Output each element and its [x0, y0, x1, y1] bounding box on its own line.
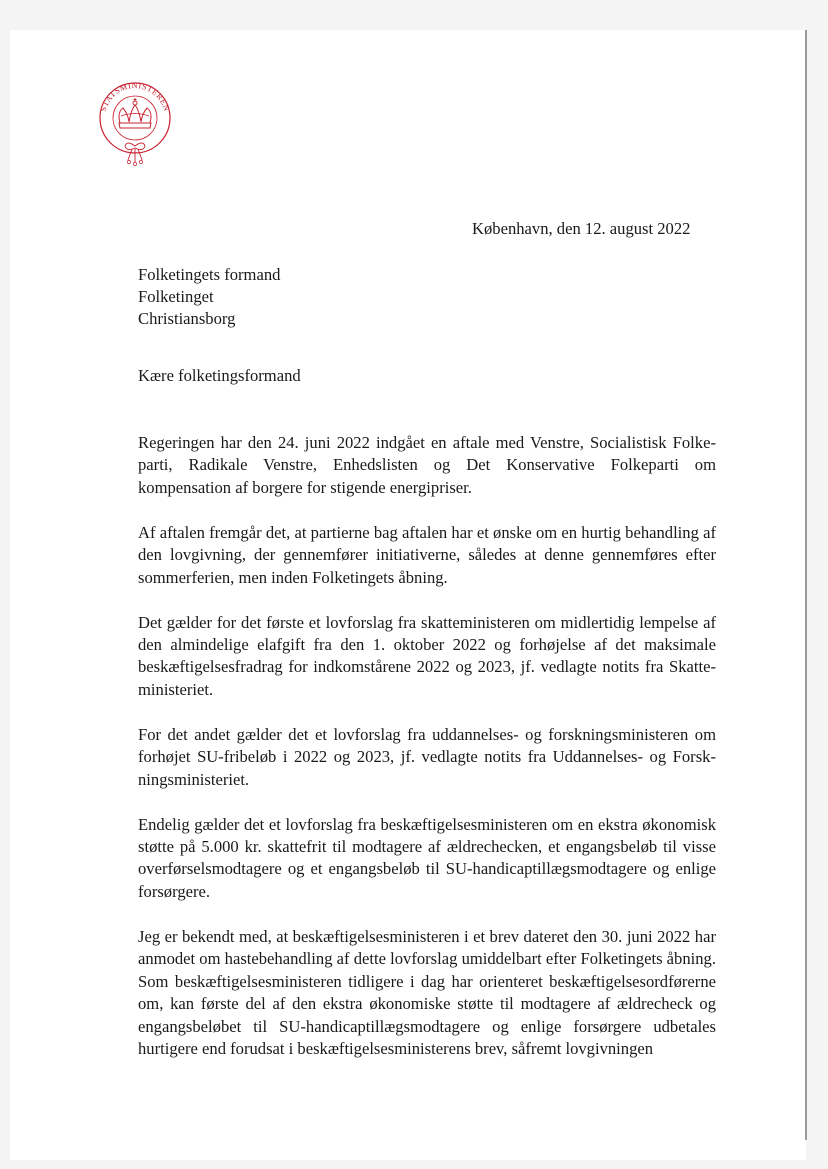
seal-text: STATSMINISTEREN — [98, 80, 172, 113]
letter-body — [138, 432, 716, 1060]
paragraph-1: Regeringen har den 24. juni 2022 indgået en aftale med Venstre, Socialistisk Folkeparti, Radikale Venstre, Enhedslisten og Det Konservative Folkeparti om kompensation af borgere for stigende energipriser. — [138, 433, 716, 497]
crown-seal-icon — [95, 72, 175, 168]
recipient-line-3: Christiansborg — [138, 309, 236, 328]
salutation: Kære folketingsformand — [138, 366, 301, 385]
paragraph-5: Endelig gælder det et lovforslag fra beskæftigelsesministeren om en ekstra økonomisk støtte på 5.000 kr. skattefrit til modtagere af ældrechecken, et engangsbeløb til visse overførselsmodtagere og et engangsbeløb til SU-handicaptillægsmodtagere og enlige forsørgere. — [138, 814, 716, 901]
paragraph-6: Jeg er bekendt med, at beskæftigelsesministeren i et brev dateret den 30. juni 2022 har anmodet om hastebehandling af dette lovforslag umiddelbart efter Folketingets åbning. Som beskæftigelsesministeren tidligere i dag har orienteret beskæftigelsesordførerne om, kan første del af den ekstra økonomiske støtte til modtagere af ældrecheck og engangsbeløbet til SU-handicaptillægsmodtagere og enlige forsørgere udbetales hurtigere end forudsat i beskæftigelsesministerens brev, såfremt lovgivningen — [138, 926, 716, 1058]
statsministeren-seal — [95, 72, 175, 168]
paragraph-3: Det gælder for det første et lovforslag fra skatteministeren om midlertidig lempelse af den almindelige elafgift fra den 1. oktober 2022 og forhøjelse af det maksimale beskæftigelsesfradrag for indkomstårene 2022 og 2023, jf. vedlagte notits fra Skatteministeriet. — [138, 612, 716, 699]
date-line: København, den 12. august 2022 — [472, 219, 691, 238]
recipient-address — [138, 264, 280, 330]
recipient-line-1: Folketingets formand — [138, 265, 281, 284]
svg-text:STATSMINISTEREN — [99, 81, 171, 113]
paragraph-2: Af aftalen fremgår det, at partierne bag aftalen har et ønske om en hurtig behandling af den lovgivning, der gennemfører initiativerne, således at denne gennemføres efter sommerferien, men inden Folketingets åbning. — [138, 522, 716, 587]
paragraph-4: For det andet gælder det et lovforslag fra uddannelses- og forskningsministeren om forhøjet SU-fribeløb i 2022 og 2023, jf. vedlagte notits fra Uddannelses- og Forskningsministeriet. — [138, 724, 716, 789]
recipient-line-2: Folketinget — [138, 287, 214, 306]
page-edge — [805, 30, 807, 1140]
